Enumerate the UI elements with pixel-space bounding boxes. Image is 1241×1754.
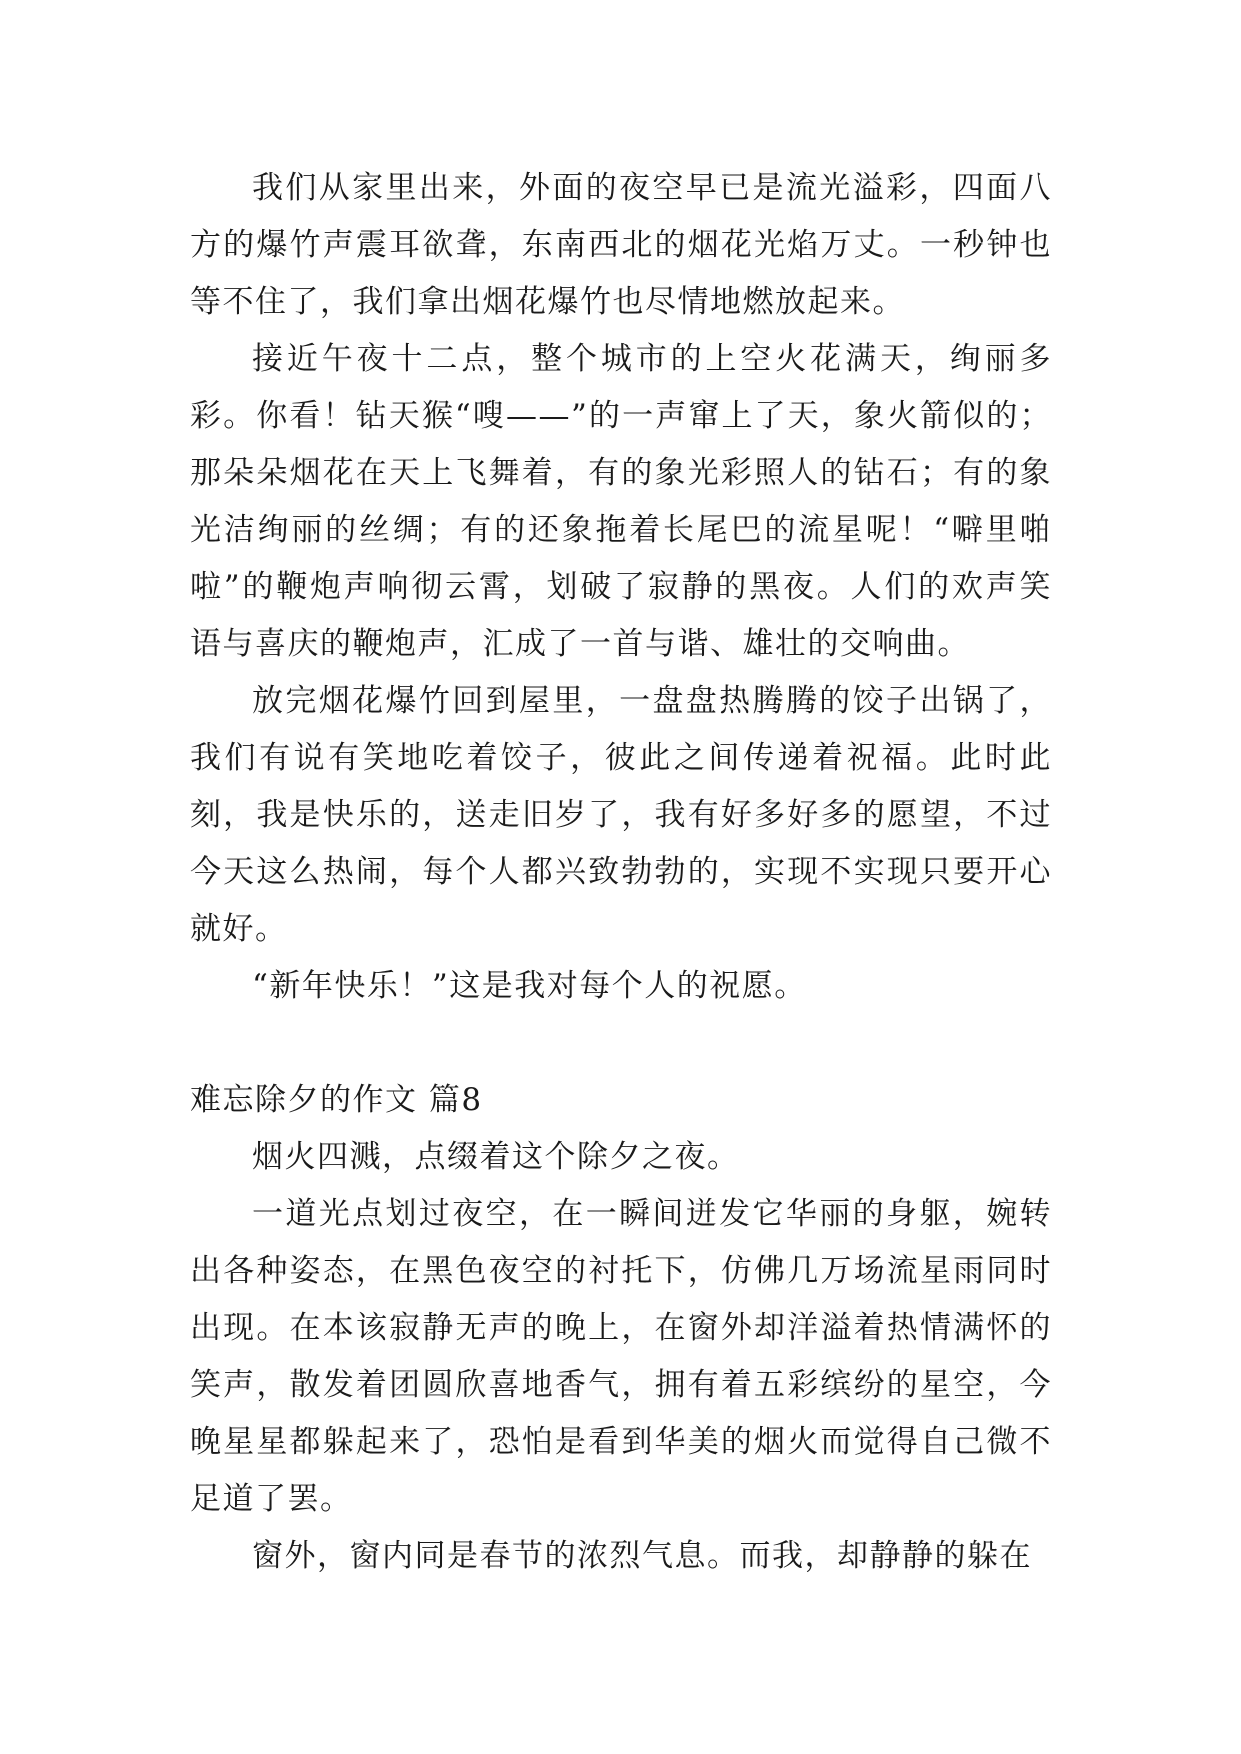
- document-body: [190, 160, 1052, 1585]
- paragraph-window: 窗外，窗内同是春节的浓烈气息。而我，却静静的躲在: [252, 1538, 1032, 1574]
- paragraph-new-year-wish: “新年快乐！”这是我对每个人的祝愿。: [252, 968, 807, 1004]
- paragraph-light-streak: 一道光点划过夜空，在一瞬间迸发它华丽的身躯，婉转出各种姿态，在黑色夜空的衬托下，仿佛几万场流星雨同时出现。在本该寂静无声的晚上，在窗外却洋溢着热情满怀的笑声，散发着团圆欣喜地香气，拥有着五彩缤纷的星空，今晚星星都躲起来了，恐怕是看到华美的烟火而觉得自己微不足道了罢。: [190, 1196, 1052, 1517]
- section-heading: 难忘除夕的作文 篇8: [190, 1082, 483, 1118]
- paragraph-fireworks-midnight: 接近午夜十二点，整个城市的上空火花满天，绚丽多彩。你看！钻天猴“嗖——”的一声窜上了天，象火箭似的；那朵朵烟花在天上飞舞着，有的象光彩照人的钻石；有的象光洁绚丽的丝绸；有的还象拖着长尾巴的流星呢！“噼里啪啦”的鞭炮声响彻云霄，划破了寂静的黑夜。人们的欢声笑语与喜庆的鞭炮声，汇成了一首与谐、雄壮的交响曲。: [190, 341, 1052, 662]
- paragraph-going-out: 我们从家里出来，外面的夜空早已是流光溢彩，四面八方的爆竹声震耳欲聋，东南西北的烟花光焰万丈。一秒钟也等不住了，我们拿出烟花爆竹也尽情地燃放起来。: [190, 170, 1052, 320]
- paragraph-dumplings: 放完烟花爆竹回到屋里，一盘盘热腾腾的饺子出锅了，我们有说有笑地吃着饺子，彼此之间传递着祝福。此时此刻，我是快乐的，送走旧岁了，我有好多好多的愿望，不过今天这么热闹，每个人都兴致勃勃的，实现不实现只要开心就好。: [190, 683, 1052, 947]
- paragraph-fireworks-scatter: 烟火四溅，点缀着这个除夕之夜。: [252, 1139, 740, 1175]
